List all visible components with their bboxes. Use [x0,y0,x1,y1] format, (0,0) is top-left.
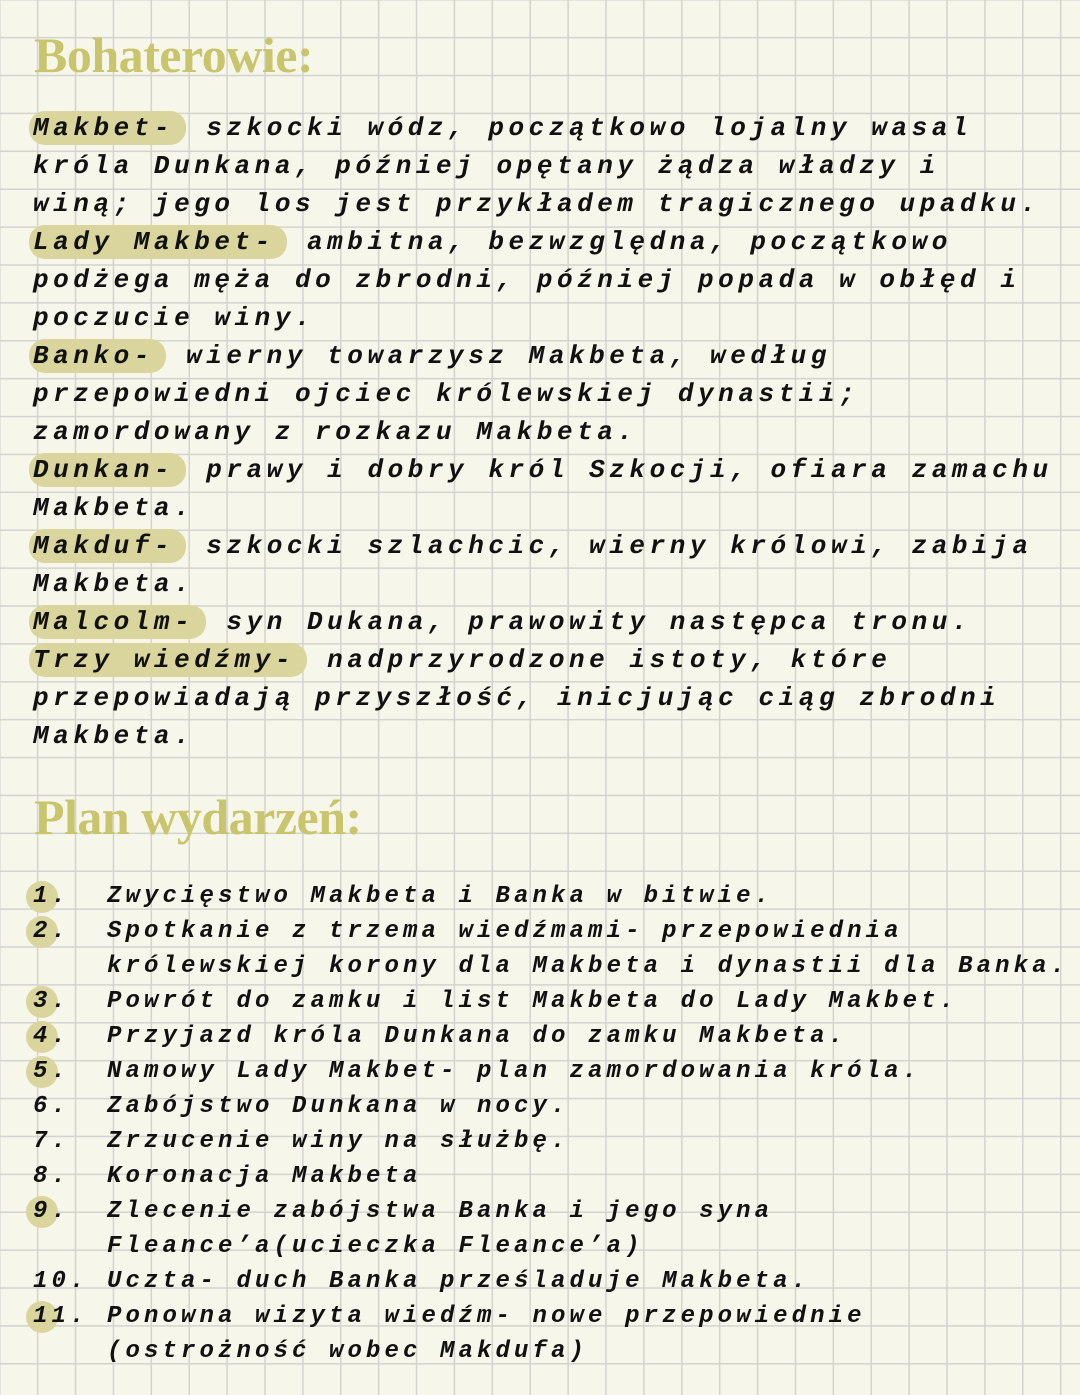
plan-item-number [33,1194,70,1229]
character-line [33,527,1053,565]
character-description: Makbeta. [33,569,195,599]
character-line [33,451,1053,489]
character-description: ambitna, bezwzględna, początkowo [286,227,952,257]
plan-number-text: 1. [33,883,71,910]
plan-item-number [33,1019,70,1054]
character-description: szkocki wódz, początkowo lojalny wasal [186,113,973,143]
character-description: przepowiadają przyszłość, inicjując ciąg zbrodni [33,683,1001,713]
heading-plan: Plan wydarzeń: [34,789,362,845]
character-line [33,261,1053,299]
plan-item-number [33,879,70,914]
character-line [33,147,1053,185]
plan-item-number [33,914,70,949]
character-description: Makbeta. [33,721,195,751]
plan-item-text: Fleance’a(ucieczka Fleance’a) [107,1233,644,1260]
plan-item-text: królewskiej korony dla Makbeta i dynastii dla Banka. [107,953,1070,980]
plan-number-text: 3. [33,988,71,1015]
character-line [33,489,1053,527]
plan-number-text: 2. [33,918,71,945]
character-name: Lady Makbet- [29,225,287,259]
plan-number-text: 4. [33,1023,71,1050]
character-description: wierny towarzysz Makbeta, według [165,341,831,371]
plan-item-number [33,984,70,1019]
plan-item-number [33,1299,89,1334]
character-line [33,565,1053,603]
character-name: Banko- [29,339,166,373]
plan-item-text: Przyjazd króla Dunkana do zamku Makbeta. [107,1023,848,1050]
character-line [33,413,1053,451]
plan-number-text: 8. [33,1163,71,1190]
plan-item-number [33,1264,89,1299]
plan-item-text: Zrzucenie winy na służbę. [107,1128,570,1155]
character-line [33,603,1053,641]
plan-number-text: 10. [33,1268,89,1295]
character-description: nadprzyrodzone istoty, które [306,645,892,675]
character-description: winą; jego los jest przykładem tragicznego upadku. [33,189,1041,219]
character-line [33,223,1053,261]
plan-item-text: Spotkanie z trzema wiedźmami- przepowiednia [107,918,903,945]
plan-item-text: Koronacja Makbeta [107,1163,422,1190]
character-description: syn Dukana, prawowity następca tronu. [206,607,973,637]
character-name: Trzy wiedźmy- [29,643,307,677]
character-description: Makbeta. [33,493,195,523]
plan-item-text: Zabójstwo Dunkana w nocy. [107,1093,570,1120]
characters-list [33,109,1053,755]
plan-number-text: 5. [33,1058,71,1085]
character-description: szkocki szlachcic, wierny królowi, zabija [186,531,1033,561]
plan-item-number [33,1089,70,1124]
character-description: zamordowany z rozkazu Makbeta. [33,417,638,447]
plan-item-text: Uczta- duch Banka prześladuje Makbeta. [107,1268,811,1295]
character-name: Makduf- [29,529,186,563]
plan-number-text: 9. [33,1198,71,1225]
plan-item-text: (ostrożność wobec Makdufa) [107,1338,589,1365]
character-description: króla Dunkana, później opętany żądza władzy i [33,151,940,181]
plan-item-text: Ponowna wizyta wiedźm- nowe przepowiednie [107,1303,866,1330]
character-name: Malcolm- [29,605,206,639]
plan-number-text: 11. [33,1303,89,1330]
plan-item-text: Zwycięstwo Makbeta i Banka w bitwie. [107,883,774,910]
plan-item-number [33,1159,70,1194]
character-line [33,375,1053,413]
character-name: Makbet- [29,111,186,145]
character-line [33,299,1053,337]
character-description: przepowiedni ojciec królewskiej dynastii; [33,379,860,409]
plan-item-number [33,1054,70,1089]
character-description: poczucie winy. [33,303,316,333]
plan-number-text: 7. [33,1128,71,1155]
plan-number-text: 6. [33,1093,71,1120]
character-line [33,109,1053,147]
character-name: Dunkan- [29,453,186,487]
character-description: podżega męża do zbrodni, później popada w obłęd i [33,265,1021,295]
character-line [33,185,1053,223]
plan-item-text: Namowy Lady Makbet- plan zamordowania króla. [107,1058,922,1085]
character-line [33,717,1053,755]
plan-item-text: Zlecenie zabójstwa Banka i jego syna [107,1198,774,1225]
character-line [33,337,1053,375]
plan-item-number [33,1124,70,1159]
character-line [33,641,1053,679]
plan-item-text: Powrót do zamku i list Makbeta do Lady Makbet. [107,988,959,1015]
character-line [33,679,1053,717]
character-description: prawy i dobry król Szkocji, ofiara zamachu [186,455,1053,485]
heading-characters: Bohaterowie: [34,27,314,83]
